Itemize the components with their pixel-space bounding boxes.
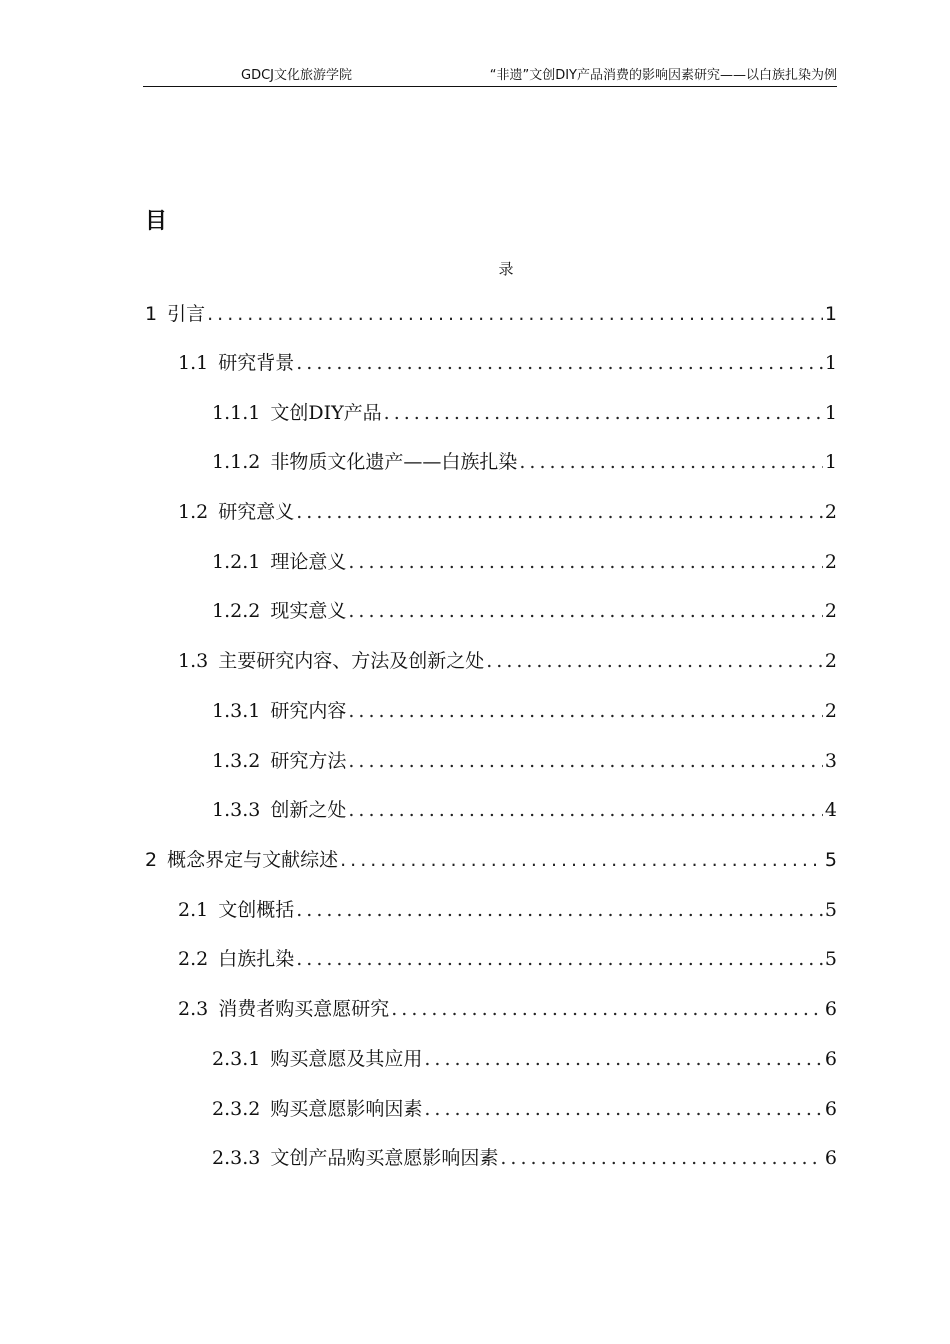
header-institution: GDCJ文化旅游学院 bbox=[241, 68, 352, 83]
toc-entry-1-1-1[interactable] bbox=[212, 398, 837, 428]
toc-entry-2-2[interactable] bbox=[178, 944, 837, 974]
toc-entry-number: 1.3.2 bbox=[212, 750, 261, 772]
toc-entry-page: 6 bbox=[824, 1147, 837, 1169]
header-thesis-title: “非遗”文创DIY产品消费的影响因素研究——以白族扎染为例 bbox=[489, 68, 837, 83]
toc-dot-leader bbox=[348, 795, 823, 825]
toc-dot-leader bbox=[340, 845, 823, 875]
toc-entry-page: 2 bbox=[824, 551, 837, 573]
toc-dot-leader bbox=[296, 497, 823, 527]
toc-entry-2-3-2[interactable] bbox=[212, 1094, 837, 1124]
toc-entry-number: 2.2 bbox=[178, 948, 209, 970]
toc-title-sub: 录 bbox=[498, 260, 514, 278]
toc-entry-page: 1 bbox=[824, 303, 837, 325]
toc-entry-number: 2 bbox=[145, 849, 158, 871]
toc-entry-number: 1.1.1 bbox=[212, 402, 261, 424]
toc-entry-title: 主要研究内容、方法及创新之处 bbox=[218, 650, 485, 672]
toc-dot-leader bbox=[348, 746, 823, 776]
toc-dot-leader bbox=[207, 299, 823, 329]
toc-entry-title: 文创产品购买意愿影响因素 bbox=[270, 1147, 499, 1169]
toc-entry-number: 2.3.2 bbox=[212, 1098, 261, 1120]
toc-dot-leader bbox=[296, 348, 823, 378]
toc-entry-1-1[interactable] bbox=[178, 348, 837, 378]
toc-entry-1[interactable] bbox=[145, 299, 837, 329]
toc-dot-leader bbox=[486, 646, 823, 676]
toc-entry-page: 3 bbox=[824, 750, 837, 772]
toc-entry-title: 研究背景 bbox=[218, 352, 295, 374]
toc-dot-leader bbox=[296, 944, 823, 974]
toc-entry-number: 1.3 bbox=[178, 650, 209, 672]
toc-entry-page: 6 bbox=[824, 1098, 837, 1120]
toc-entry-number: 2.1 bbox=[178, 899, 209, 921]
toc-entry-2-3-3[interactable] bbox=[212, 1143, 837, 1173]
toc-entry-title: 创新之处 bbox=[270, 799, 347, 821]
toc-entry-title: 购买意愿影响因素 bbox=[270, 1098, 423, 1120]
toc-entry-1-3-2[interactable] bbox=[212, 746, 837, 776]
toc-entry-page: 2 bbox=[824, 501, 837, 523]
toc-entry-number: 1.2 bbox=[178, 501, 209, 523]
toc-entry-title: 白族扎染 bbox=[218, 948, 295, 970]
toc-entry-number: 2.3.1 bbox=[212, 1048, 261, 1070]
toc-dot-leader bbox=[348, 596, 823, 626]
toc-entry-page: 5 bbox=[824, 849, 837, 871]
toc-dot-leader bbox=[424, 1094, 823, 1124]
toc-dot-leader bbox=[391, 994, 823, 1024]
toc-entry-2-3-1[interactable] bbox=[212, 1044, 837, 1074]
toc-entry-1-3-1[interactable] bbox=[212, 696, 837, 726]
toc-entry-title: 研究意义 bbox=[218, 501, 295, 523]
toc-entry-number: 1.2.2 bbox=[212, 600, 261, 622]
toc-entry-title: 购买意愿及其应用 bbox=[270, 1048, 423, 1070]
toc-entry-page: 5 bbox=[824, 899, 837, 921]
toc-entry-page: 2 bbox=[824, 700, 837, 722]
toc-dot-leader bbox=[424, 1044, 823, 1074]
toc-entry-page: 2 bbox=[824, 600, 837, 622]
toc-title-main: 目 bbox=[145, 209, 168, 234]
toc-entry-page: 1 bbox=[824, 402, 837, 424]
toc-entry-title: 非物质文化遗产——白族扎染 bbox=[270, 451, 518, 473]
toc-entry-title: 消费者购买意愿研究 bbox=[218, 998, 390, 1020]
toc-entry-1-3-3[interactable] bbox=[212, 795, 837, 825]
toc-entry-1-2-1[interactable] bbox=[212, 547, 837, 577]
toc-entry-number: 1.1 bbox=[178, 352, 209, 374]
toc-entry-number: 1.2.1 bbox=[212, 551, 261, 573]
toc-entry-number: 2.3.3 bbox=[212, 1147, 261, 1169]
toc-entry-1-3[interactable] bbox=[178, 646, 837, 676]
toc-entry-number: 1.1.2 bbox=[212, 451, 261, 473]
toc-dot-leader bbox=[500, 1143, 823, 1173]
toc-entry-page: 6 bbox=[824, 998, 837, 1020]
toc-dot-leader bbox=[348, 696, 823, 726]
toc-entry-number: 1.3.3 bbox=[212, 799, 261, 821]
toc-entry-page: 6 bbox=[824, 1048, 837, 1070]
toc-entry-number: 1 bbox=[145, 303, 158, 325]
toc-entry-page: 1 bbox=[824, 352, 837, 374]
toc-dot-leader bbox=[519, 447, 823, 477]
toc-entry-1-1-2[interactable] bbox=[212, 447, 837, 477]
toc-dot-leader bbox=[384, 398, 823, 428]
toc-entry-number: 2.3 bbox=[178, 998, 209, 1020]
toc-entry-title: 引言 bbox=[167, 303, 206, 325]
toc-entry-title: 研究内容 bbox=[270, 700, 347, 722]
toc-entry-title: 文创概括 bbox=[218, 899, 295, 921]
toc-entry-title: 概念界定与文献综述 bbox=[167, 849, 339, 871]
toc-entry-number: 1.3.1 bbox=[212, 700, 261, 722]
toc-entry-title: 理论意义 bbox=[270, 551, 347, 573]
toc-entry-2-3[interactable] bbox=[178, 994, 837, 1024]
toc-entry-title: 研究方法 bbox=[270, 750, 347, 772]
toc-entry-2[interactable] bbox=[145, 845, 837, 875]
toc-entry-page: 2 bbox=[824, 650, 837, 672]
toc-dot-leader bbox=[296, 895, 823, 925]
toc-dot-leader bbox=[348, 547, 823, 577]
toc-entry-1-2[interactable] bbox=[178, 497, 837, 527]
toc-entry-page: 1 bbox=[824, 451, 837, 473]
toc-entry-1-2-2[interactable] bbox=[212, 596, 837, 626]
toc-entry-2-1[interactable] bbox=[178, 895, 837, 925]
toc-entry-title: 现实意义 bbox=[270, 600, 347, 622]
toc-entry-page: 5 bbox=[824, 948, 837, 970]
toc-entry-title: 文创DIY产品 bbox=[270, 402, 382, 424]
toc-entry-page: 4 bbox=[824, 799, 837, 821]
